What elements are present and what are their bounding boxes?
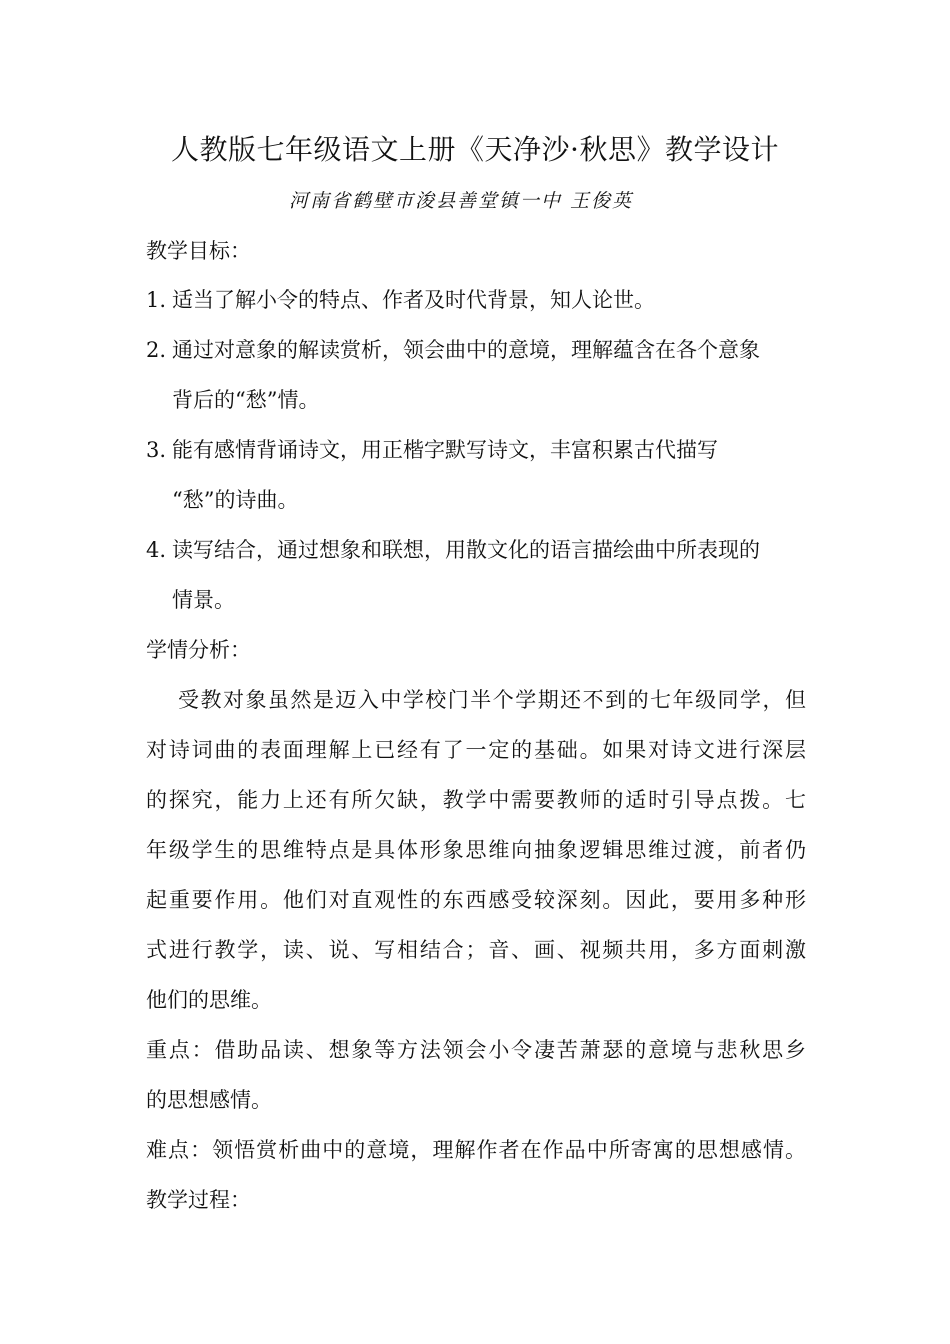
objective-text: 适当了解小令的特点、作者及时代背景，知人论世。 [172, 288, 655, 312]
analysis-line: 受教对象虽然是迈入中学校门半个学期还不到的七年级同学，但 [178, 688, 806, 712]
objective-text-continued: 背后的“愁”情。 [172, 388, 320, 412]
analysis-line: 式进行教学，读、说、写相结合；音、画、视频共用，多方面刺激 [146, 938, 806, 962]
process-heading: 教学过程： [146, 1188, 251, 1212]
analysis-line: 对诗词曲的表面理解上已经有了一定的基础。如果对诗文进行深层 [146, 738, 806, 762]
objective-number: 3. [146, 438, 167, 462]
analysis-line: 的探究，能力上还有所欠缺，教学中需要教师的适时引导点拨。七 [146, 788, 806, 812]
objective-text-continued: “愁”的诗曲。 [172, 488, 299, 512]
key-point-line: 重点：借助品读、想象等方法领会小令凄苦萧瑟的意境与悲秋思乡 [146, 1038, 806, 1062]
objective-item-4 [146, 533, 760, 567]
key-point-line: 的思想感情。 [146, 1088, 272, 1112]
objective-item-1 [146, 283, 655, 317]
objective-item-2 [146, 333, 760, 367]
author-line: 河南省鹤壁市浚县善堂镇一中 王俊英 [288, 190, 634, 212]
objective-number: 2. [146, 338, 167, 362]
objectives-heading: 教学目标： [146, 239, 251, 263]
objective-text: 读写结合，通过想象和联想，用散文化的语言描绘曲中所表现的 [172, 538, 760, 562]
objective-number: 1. [146, 288, 167, 312]
objective-text-continued: 情景。 [172, 588, 235, 612]
document-title: 人教版七年级语文上册《天净沙·秋思》教学设计 [171, 133, 779, 166]
difficulty-line: 难点：领悟赏析曲中的意境，理解作者在作品中所寄寓的思想感情。 [146, 1138, 806, 1162]
analysis-line: 他们的思维。 [146, 988, 272, 1012]
objective-number: 4. [146, 538, 167, 562]
objective-text: 能有感情背诵诗文，用正楷字默写诗文，丰富积累古代描写 [172, 438, 718, 462]
analysis-line: 起重要作用。他们对直观性的东西感受较深刻。因此，要用多种形 [146, 888, 806, 912]
analysis-line: 年级学生的思维特点是具体形象思维向抽象逻辑思维过渡，前者仍 [146, 838, 806, 862]
objective-text: 通过对意象的解读赏析，领会曲中的意境，理解蕴含在各个意象 [172, 338, 760, 362]
objective-item-3 [146, 433, 718, 467]
analysis-heading: 学情分析： [146, 638, 251, 662]
